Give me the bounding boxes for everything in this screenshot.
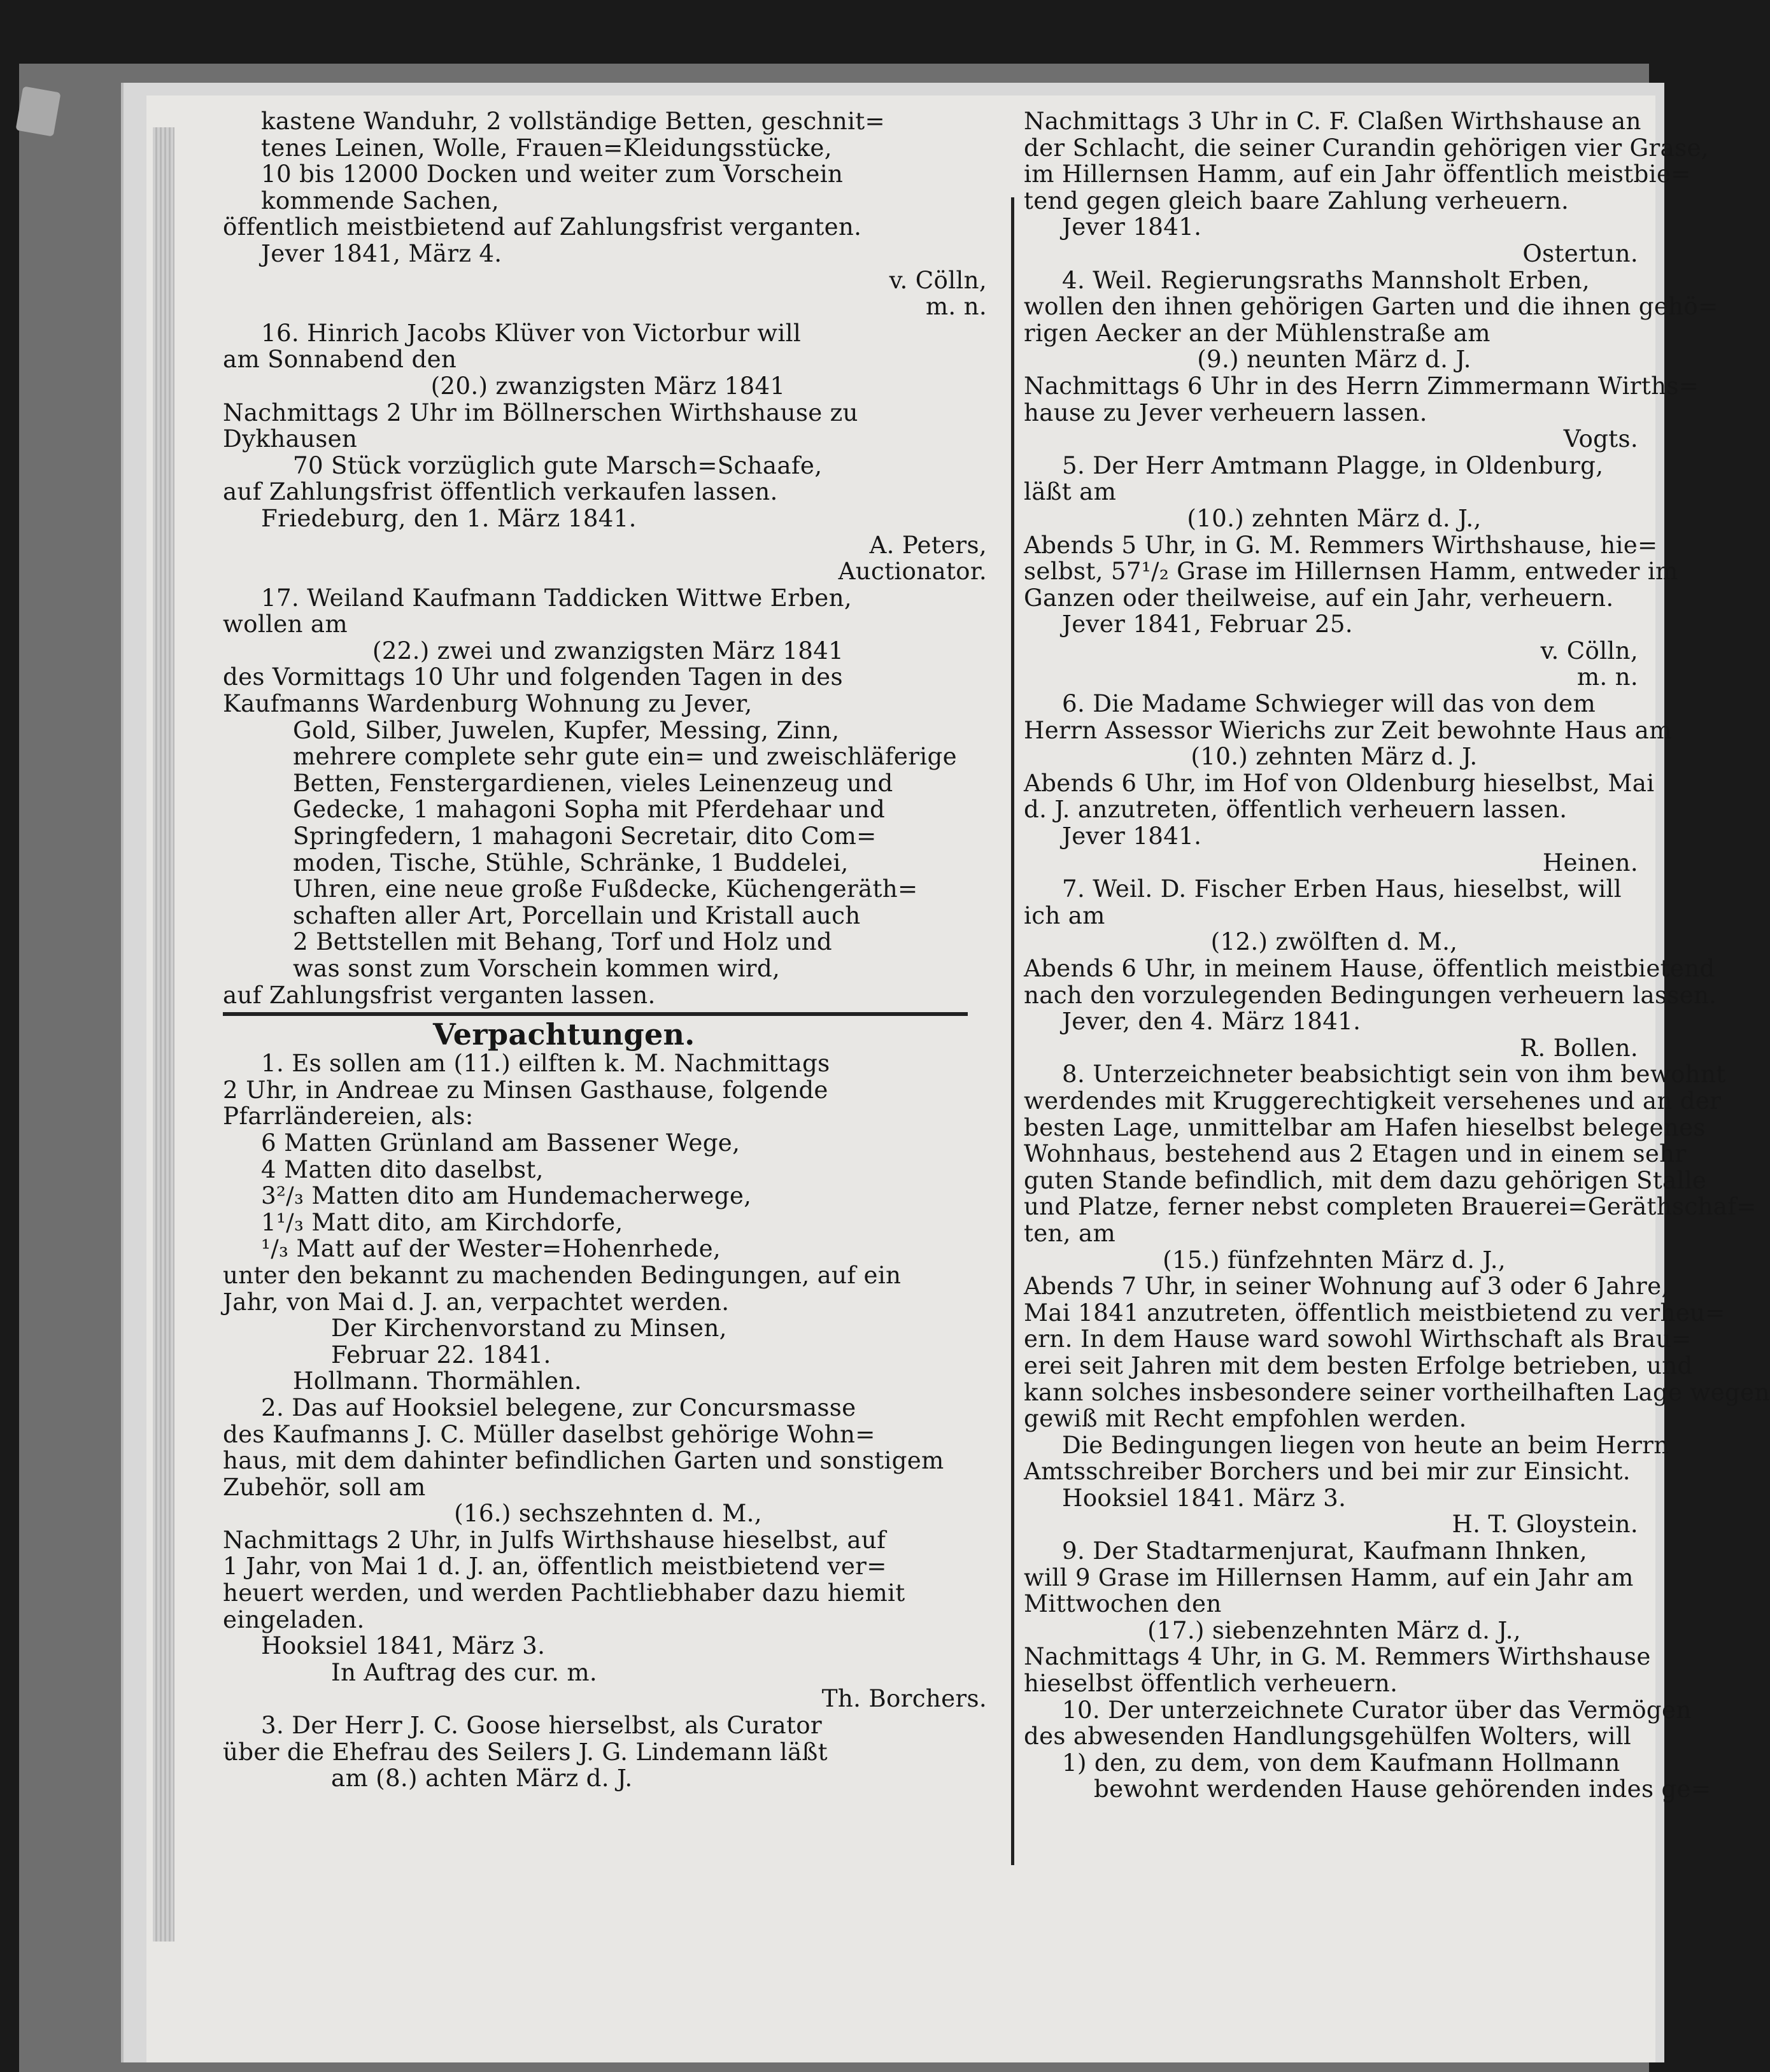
text-line: Betten, Fenstergardienen, vieles Leinenzeug und [293, 768, 893, 797]
right-column [1024, 107, 1770, 1803]
text-line: mehrere complete sehr gute ein= und zweischläferige [293, 742, 957, 771]
text-line: v. Cölln, [889, 265, 987, 294]
text-line: 5. Der Herr Amtmann Plagge, in Oldenburg, [1062, 451, 1604, 479]
text-line: (9.) neunten März d. J. [1197, 345, 1471, 374]
text-line: (10.) zehnten März d. J., [1187, 504, 1482, 532]
text-line: rigen Aecker an der Mühlenstraße am [1024, 318, 1490, 347]
text-line: Dykhausen [223, 425, 358, 453]
text-line: Hooksiel 1841. März 3. [1062, 1483, 1347, 1512]
text-line: unter den bekannt zu machenden Bedingungen, auf ein [223, 1260, 902, 1289]
text-line: eingeladen. [223, 1605, 365, 1633]
text-line: gewiß mit Recht empfohlen werden. [1024, 1404, 1467, 1433]
text-line: Heinen. [1542, 848, 1638, 877]
text-line: auf Zahlungsfrist öffentlich verkaufen lassen. [223, 477, 778, 506]
text-line: kann solches insbesondere seiner vortheilhaften Lage wegen [1024, 1378, 1770, 1406]
text-line: tenes Leinen, Wolle, Frauen=Kleidungsstücke, [261, 133, 832, 162]
text-line: In Auftrag des cur. m. [331, 1658, 598, 1686]
text-line: Abends 6 Uhr, im Hof von Oldenburg hieselbst, Mai [1024, 768, 1655, 797]
text-line: 8. Unterzeichneter beabsichtigt sein von ihm bewohnt [1062, 1060, 1726, 1089]
text-line: nach den vorzulegenden Bedingungen verheuern lassen. [1024, 980, 1717, 1009]
section-heading: Verpachtungen. [433, 1017, 695, 1052]
text-line: 2 Bettstellen mit Behang, Torf und Holz und [293, 927, 833, 956]
text-line: R. Bollen. [1520, 1033, 1638, 1062]
text-line: schaften aller Art, Porcellain und Kristall auch [293, 901, 861, 929]
text-line: läßt am [1024, 477, 1117, 506]
text-line: ich am [1024, 901, 1105, 929]
text-line: Gold, Silber, Juwelen, Kupfer, Messing, Zinn, [293, 715, 840, 744]
text-line: Pfarrländereien, als: [223, 1102, 474, 1131]
text-line: und Platze, ferner nebst completen Brauerei=Geräthschaf= [1024, 1192, 1757, 1221]
text-line: guten Stande befindlich, mit dem dazu gehörigen Stalle [1024, 1166, 1707, 1194]
left-column [223, 108, 993, 1792]
section-rule [223, 1012, 968, 1016]
text-line: (17.) siebenzehnten März d. J., [1147, 1616, 1521, 1644]
text-line: erei seit Jahren mit dem besten Erfolge betrieben, und [1024, 1351, 1693, 1379]
text-line: Herrn Assessor Wierichs zur Zeit bewohnte Haus am [1024, 715, 1672, 744]
text-line: 10. Der unterzeichnete Curator über das Vermögen [1062, 1695, 1692, 1724]
text-line: Wohnhaus, bestehend aus 2 Etagen und in einem sehr [1024, 1139, 1687, 1168]
text-line: 2 Uhr, in Andreae zu Minsen Gasthause, folgende [223, 1075, 828, 1104]
text-line: Hollmann. Thormählen. [293, 1367, 582, 1395]
text-line: Mai 1841 anzutreten, öffentlich meistbietend zu verheu= [1024, 1298, 1725, 1327]
text-line: werdendes mit Kruggerechtigkeit versehenes und an der [1024, 1086, 1722, 1115]
text-line: Jever 1841. [1062, 213, 1202, 241]
text-line: Nachmittags 4 Uhr, in G. M. Remmers Wirthshause [1024, 1642, 1651, 1671]
text-line: Gedecke, 1 mahagoni Sopha mit Pferdehaar und [293, 795, 886, 824]
text-line: bewohnt werdenden Hause gehörenden indes ge= [1094, 1775, 1711, 1803]
text-line: 2. Das auf Hooksiel belegene, zur Concursmasse [261, 1393, 856, 1421]
text-line: Ostertun. [1522, 239, 1638, 267]
text-line: Februar 22. 1841. [331, 1340, 551, 1369]
text-line: (16.) sechszehnten d. M., [454, 1499, 762, 1528]
text-line: d. J. anzutreten, öffentlich verheuern lassen. [1024, 795, 1568, 824]
text-line: 1 Jahr, von Mai 1 d. J. an, öffentlich meistbietend ver= [223, 1552, 887, 1581]
text-line: Auctionator. [838, 557, 987, 586]
text-line: Th. Borchers. [821, 1684, 987, 1713]
text-line: (10.) zehnten März d. J. [1191, 742, 1478, 771]
text-line: Der Kirchenvorstand zu Minsen, [331, 1314, 727, 1343]
text-line: am (8.) achten März d. J. [331, 1764, 633, 1793]
text-line: wollen am [223, 610, 348, 638]
text-line: A. Peters, [869, 530, 987, 559]
text-line: Jever 1841, März 4. [261, 239, 502, 267]
text-line: (15.) fünfzehnten März d. J., [1163, 1245, 1506, 1274]
text-line: Springfedern, 1 mahagoni Secretair, dito Com= [293, 822, 877, 850]
text-line: 70 Stück vorzüglich gute Marsch=Schaafe, [293, 451, 823, 479]
text-line: Jever 1841, Februar 25. [1062, 610, 1353, 638]
text-line: Amtsschreiber Borchers und bei mir zur Einsicht. [1024, 1457, 1631, 1486]
text-line: Jahr, von Mai d. J. an, verpachtet werden. [223, 1287, 730, 1316]
text-line: kommende Sachen, [261, 186, 500, 215]
text-line: v. Cölln, [1540, 636, 1638, 665]
text-line: 16. Hinrich Jacobs Klüver von Victorbur will [261, 318, 802, 347]
text-line: 6 Matten Grünland am Bassener Wege, [261, 1128, 740, 1157]
text-line: öffentlich meistbietend auf Zahlungsfrist verganten. [223, 213, 862, 241]
text-line: 6. Die Madame Schwieger will das von dem [1062, 689, 1596, 718]
text-line: Nachmittags 2 Uhr im Böllnerschen Wirthshause zu [223, 398, 858, 426]
text-line: m. n. [1576, 663, 1638, 691]
text-line: 17. Weiland Kaufmann Taddicken Wittwe Erben, [261, 583, 852, 612]
text-line: des Kaufmanns J. C. Müller daselbst gehörige Wohn= [223, 1420, 875, 1448]
text-line: ten, am [1024, 1218, 1116, 1247]
text-line: Vogts. [1563, 425, 1638, 453]
text-line: (22.) zwei und zwanzigsten März 1841 [372, 636, 844, 665]
text-line: Uhren, eine neue große Fußdecke, Küchengeräth= [293, 875, 918, 903]
text-line: Die Bedingungen liegen von heute an beim Herrn [1062, 1430, 1669, 1459]
text-line: (20.) zwanzigsten März 1841 [430, 371, 786, 400]
text-line: Jever 1841. [1062, 822, 1202, 850]
text-line: Nachmittags 6 Uhr in des Herrn Zimmermann Wirths= [1024, 371, 1699, 400]
text-line: Jever, den 4. März 1841. [1062, 1007, 1361, 1036]
text-line: selbst, 57¹/₂ Grase im Hillernsen Hamm, entweder im [1024, 557, 1678, 586]
text-line: 7. Weil. D. Fischer Erben Haus, hieselbst, will [1062, 875, 1622, 903]
text-line: 10 bis 12000 Docken und weiter zum Vorschein [261, 160, 844, 188]
text-line: 3²/₃ Matten dito am Hundemacherwege, [261, 1181, 752, 1210]
text-line: Nachmittags 2 Uhr, in Julfs Wirthshause hieselbst, auf [223, 1525, 886, 1554]
text-line: 1. Es sollen am (11.) eilften k. M. Nachmittags [261, 1049, 830, 1078]
text-line: wollen den ihnen gehörigen Garten und die ihnen gehö= [1024, 292, 1718, 321]
text-line: Mittwochen den [1024, 1589, 1222, 1618]
text-line: des abwesenden Handlungsgehülfen Wolters, will [1024, 1722, 1632, 1751]
text-line: im Hillernsen Hamm, auf ein Jahr öffentlich meistbie= [1024, 160, 1691, 188]
text-line: über die Ehefrau des Seilers J. G. Lindemann läßt [223, 1737, 828, 1766]
text-line: auf Zahlungsfrist verganten lassen. [223, 980, 656, 1009]
text-line: hieselbst öffentlich verheuern. [1024, 1669, 1398, 1698]
text-line: 9. Der Stadtarmenjurat, Kaufmann Ihnken, [1062, 1537, 1587, 1565]
text-line: heuert werden, und werden Pachtliebhaber dazu hiemit [223, 1579, 905, 1607]
text-line: kastene Wanduhr, 2 vollständige Betten, geschnit= [261, 107, 885, 135]
text-line: 1¹/₃ Matt dito, am Kirchdorfe, [261, 1208, 623, 1236]
text-line: will 9 Grase im Hillernsen Hamm, auf ein Jahr am [1024, 1563, 1634, 1591]
text-line: was sonst zum Vorschein kommen wird, [293, 954, 781, 982]
text-line: der Schlacht, die seiner Curandin gehörigen vier Grase, [1024, 133, 1709, 162]
text-line: Abends 6 Uhr, in meinem Hause, öffentlich meistbietend [1024, 954, 1715, 982]
text-line: Friedeburg, den 1. März 1841. [261, 504, 637, 532]
text-line: hause zu Jever verheuern lassen. [1024, 398, 1427, 426]
text-line: m. n. [925, 292, 987, 321]
text-line: des Vormittags 10 Uhr und folgenden Tagen in des [223, 663, 843, 691]
text-line: 1) den, zu dem, von dem Kaufmann Hollmann [1062, 1748, 1620, 1777]
text-line: Nachmittags 3 Uhr in C. F. Claßen Wirthshause an [1024, 107, 1641, 135]
text-line: Zubehör, soll am [223, 1472, 426, 1501]
text-line: Ganzen oder theilweise, auf ein Jahr, verheuern. [1024, 583, 1614, 612]
text-line: ¹/₃ Matt auf der Wester=Hohenrhede, [261, 1234, 721, 1263]
column-divider [1011, 197, 1014, 1865]
page-tab [15, 86, 60, 136]
text-line: Abends 7 Uhr, in seiner Wohnung auf 3 oder 6 Jahre, [1024, 1272, 1669, 1300]
text-line: Kaufmanns Wardenburg Wohnung zu Jever, [223, 689, 753, 718]
text-line: haus, mit dem dahinter befindlichen Garten und sonstigem [223, 1446, 944, 1475]
text-line: 4 Matten dito daselbst, [261, 1155, 544, 1183]
text-line: Hooksiel 1841, März 3. [261, 1632, 546, 1660]
text-line: Abends 5 Uhr, in G. M. Remmers Wirthshause, hie= [1024, 530, 1658, 559]
text-line: moden, Tische, Stühle, Schränke, 1 Buddelei, [293, 848, 849, 877]
text-line: 3. Der Herr J. C. Goose hierselbst, als Curator [261, 1711, 822, 1740]
text-line: tend gegen gleich baare Zahlung verheuern. [1024, 186, 1569, 215]
text-line: (12.) zwölften d. M., [1210, 927, 1458, 956]
page-binding-edges [153, 127, 174, 1942]
text-line: 4. Weil. Regierungsraths Mannsholt Erben, [1062, 265, 1590, 294]
text-line: am Sonnabend den [223, 345, 457, 374]
text-line: besten Lage, unmittelbar am Hafen hieselbst belegenes [1024, 1113, 1706, 1141]
text-line: H. T. Gloystein. [1452, 1510, 1638, 1539]
text-line: ern. In dem Hause ward sowohl Wirthschaft als Brau= [1024, 1325, 1692, 1353]
